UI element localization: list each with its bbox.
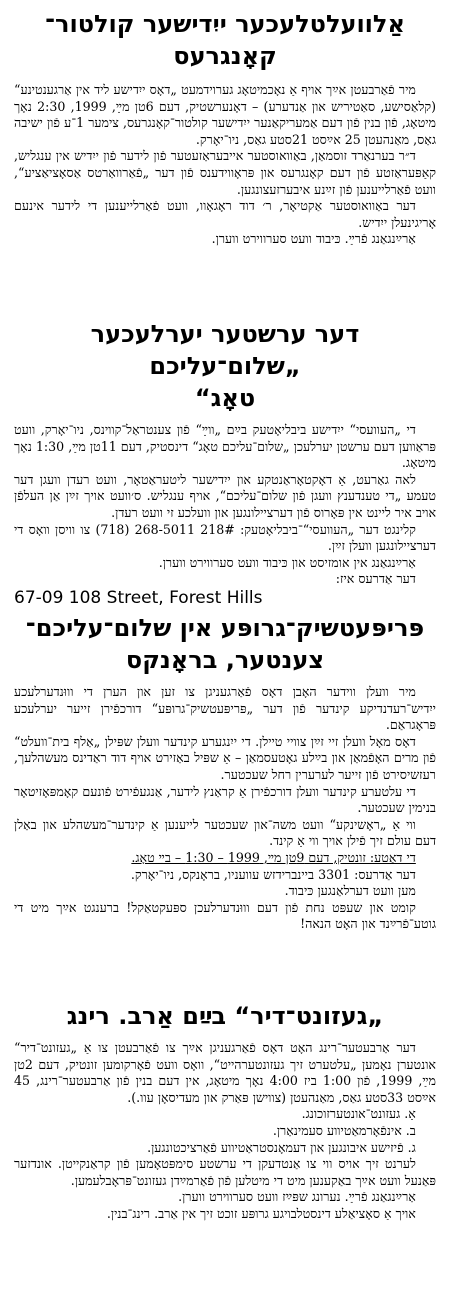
paragraph: ווי אַ „ראָשינקע“ וועט משה־און שעכטער לייענען אַ קינדער־מעשהלע און באַלן דעם עולם זיך פֿילן אויך ווי אַ קינד. (14, 816, 436, 849)
section-title (14, 612, 436, 676)
title-line: אַלוועלטלעכער ייִדישער קולטור־ (45, 10, 405, 38)
title-line: פּריפּעטשיק־גרופּע אין שלום־עליכם־ (25, 614, 425, 642)
paragraph: דער באַוואוסטער אַקטיאָר, ר׳ דוד ראָגאָוו, וועט פֿאַרלייענען די לידער אינעם אָריגינעלן ייִדיש. (14, 198, 436, 230)
title-line: טאָג“ (194, 384, 256, 412)
section-title (14, 1000, 436, 1032)
section-health-fair (14, 1000, 436, 1223)
section-pripetshik (14, 612, 436, 933)
paragraph: קלינגט דער „העוועסי“־ביבליאָטעק: 218# 268-5011 (718) צו וויסן וואָס די דערציילונגען וועלן זײַן. (14, 521, 436, 554)
list-item: אַ. געזונט־אונטערזוכונג. (301, 1106, 416, 1122)
title-line: „געזונט־דיר“ בײַם אַרב. רינג (66, 1002, 384, 1030)
paragraph: די עלטערע קינדער וועלן דורכפֿירן אַ קראַנץ לידער, אַנגעפֿירט פֿונעם קאָמפּאָזיטאָר בנימין שעכטער. (14, 783, 436, 816)
paragraph: לאה גאַרעט, אַ דאָקטאָראַנטקע און ייִדישער ליטעראַטאָר, וועט רעדן וועגן דער טעמע „די טענדענץ וועגן פֿון שלום־עליכם“, אויף ענגליש. ס׳וועט אויך זײַן אַן העלפֿן אויב איר ליינט אין פּאָרוס פֿון דערציילונגען און וועלכע זי וועט רעדן. (14, 471, 436, 520)
event-address: דער אַדרעס: 3301 ביינברידזש עוועניו, בראָנקס, ניו־יאָרק. (130, 866, 416, 882)
paragraph: לערנט זיך אויס ווי צו אַנטדעקן די ערשטע סימפּטאָמען פֿון קראַנקייטן. אונדזער פּאַנעל וועט אײַך באַקענען מיט די מיטלען פֿון פֿאַרמײַדן געזונט־פּראָבלעמען. (14, 1156, 436, 1188)
event-date: די דאַטע: זונטיק, דעם 9טן מײַ, 1999 – 1:30 – בײַ טאָג. (131, 849, 416, 865)
title-line: דער ערשטער יערלעכער „שלום־עליכם (90, 320, 360, 380)
paragraph: אַרײַנגאַנג פֿרײַ. כּיבוד וועט סערווירט ווערן. (211, 231, 416, 247)
paragraph: אַרײַנגאַנג פֿרײַ. נערונג שפּײַז וועט סערווירט ווערן. (178, 1189, 416, 1205)
list-item: ב. אינפֿאָרמאַטיווע סעמינאַרן. (272, 1122, 416, 1138)
section-title (14, 8, 436, 72)
paragraph: דער אַרבעטער־רינג האָט דאָס פֿאַרגעניגן אײַך צו פֿאַרבעטן צו אַ „געזונט־דיר“ אונטערן נאָמען „עלטערט זיך געזונטערהייט“, וואָס וועט פֿאָרקומען זונטיק, דעם 2טן מײַ, 1999, פֿון 1:00 ביז 4:00 נאָך מיטאָג, אין דעם בנין פֿון אַרבעטער־רינג, 45 אײַסט 33סטע גאַס, מאַנהעטן (צווישן פּאַרק און מעדיסאָן עוו.). (14, 1040, 437, 1105)
section-title (14, 318, 436, 414)
paragraph: מיר פֿאַרבעטן אײַך אויף אַ נאָכמיטאָג גערוידמעט „דאָס ייִדישע ליד אין אַרגענטינע“ (קלאַסישע, סאַטיריש און אַנדערע) – דאָנערשטיק, דעם 6טן מײַ, 1999, 2:30 נאָך מיטאָג, פֿון בנין פֿון דעם אַמעריקאַנער ייִדישער קולטור־קאָנגרעס, צימער 1־ע פֿון ישיבה גאַס, מאַנהעטן 25 אײַסט 21סטע גאַס, ניו־יאָרק. (14, 82, 436, 147)
paragraph: אַרײַנגאַנג אין אומזיסט און כּיבוד וועט סערווירט ווערן. (158, 554, 416, 570)
paragraph: די „העוועסי“ ייִדישע ביבליאָטעק בײַם „ווײַ“ פֿון צענטראַל־קווינס, ניו־יאָרק, וועט פּראַווען דעם ערשטן יערלעכן „שלום־עליכם טאָג“ דינסטיק, דעם 11טן מײַ, 1:30 נאָך מיטאָג. (14, 422, 436, 471)
paragraph: מען וועט דערלאַנגען כּיבוד. (284, 883, 416, 899)
title-line: קאָנגרעס (173, 42, 277, 70)
paragraph: מיר וועלן ווידער האָבן דאָס פֿאַרגעניגן צו זען און הערן די וווּנדערלעכע ייִדיש־רעדנדיקע קינדער פֿון דער „פּריפּעטשיק־גרופּע“ דורכפֿירן זייער יערלעכע פּראָגראַם. (14, 684, 436, 733)
list-item: ג. פֿיזישע איבונגען און דעמאָנסטראַטיווע פֿאַרציכטונגען. (147, 1139, 416, 1155)
address-label: דער אַדרעס איז: (335, 571, 416, 587)
paragraph: ד״ר בערנאַרד זוסמאַן, באַוואוסטער אייבעראַזעטער פֿון לידער פֿון ייִדיש אין ענגליש, קאַפּעראַזטע פֿון דעם קאָנגרעס און פּראָווידענס פֿון דער „פֿאַרוואַרטס אַסאָציאַציע“, וועט פֿאַרלייענען פֿון זײַנע איבערזעצונגען. (14, 148, 436, 197)
paragraph: אויך אַ סאָציאַלע דינסטלבויגע גרופּע זוכט זיך אין אַרב. רינג־בנין. (106, 1205, 416, 1221)
paragraph: קומט און שעפּט נחת פֿון דעם וווּנדערלעכן ספּעקטאַקל! ברענגט אײַך מיט די גוטע־פֿרײַנד און האָט הנאה! (14, 899, 436, 932)
address-line: 67-09 108 Street, Forest Hills (14, 587, 263, 608)
section-congress (14, 8, 436, 248)
title-line: צענטער, בראָנקס (125, 646, 325, 674)
paragraph: דאָס מאָל וועלן זיי זײַן צוויי טיילן. די ייִנגערע קינדער וועלן שפּילן „אַלף בית־וועלט“ פֿון מרים האָפֿמאַן און בײַלע גאָטעסמאַן – אַ שפּיל באַזירט אויף דוד ראַדינס מעשהלעך, רעזשיסירט פֿון זייער לערערין רחל שעכטער. (14, 733, 436, 782)
section-sholem-aleichem-day (14, 318, 436, 608)
